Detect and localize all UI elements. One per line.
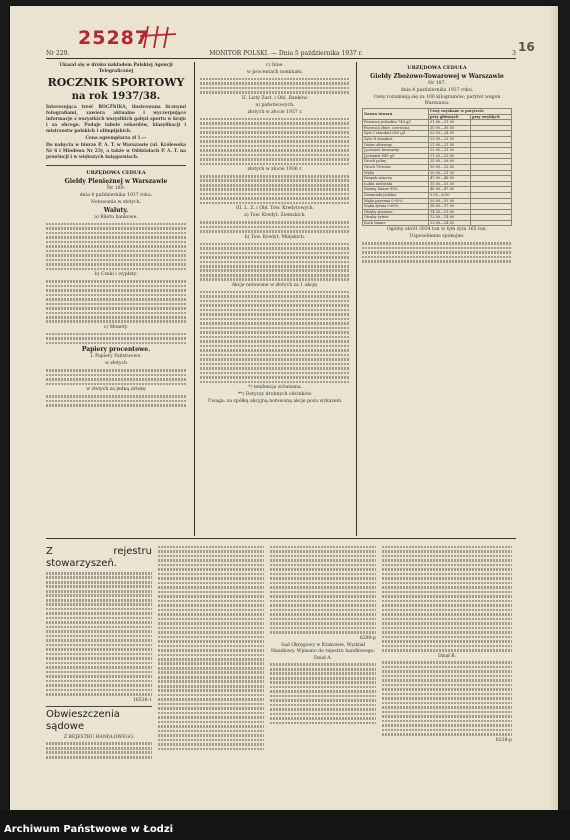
rocznik-distribution: Do nabycia w biurze P. A. T. w Warszawie (ul. Królewska Nr 6 i Miodowa Nr 23), a także w Oddziałach P. A. T. na prowincji i w większych księgarniach. [46, 143, 186, 160]
col-a: przy głównych [428, 114, 470, 120]
gielda-sub6: w złotych [104, 361, 128, 367]
mid-h8: a) Tow. Kredyt. Ziemskich. [244, 213, 306, 219]
bottom-col-2 [158, 544, 264, 752]
gielda-title2: Giełdy Pieniężnej w Warszawie [64, 178, 168, 185]
col-name: Nazwa towaru [363, 109, 429, 120]
rocznik-body: Interesująca treść ROCZNIKA, ilustrowana licznymi fotografiami, zawiera aktualne i wyczerpujące informacje z wszystkich wszystkich gałęzi sportu w kraju i za obcego. Podaje tabele rekordów, klasyfikacji i mistrzostw polskich i olimpijskich. [46, 105, 186, 134]
issue-number: Nr 229. [46, 50, 70, 57]
col-b: przy zwykłych [471, 114, 512, 120]
svg-text:25287: 25287 [78, 27, 150, 49]
mid-h2: w procentach nominału. [246, 70, 304, 75]
column-rule-2 [356, 62, 357, 536]
page-edge [548, 6, 558, 810]
commodity-name: Groch Victoria [363, 164, 429, 170]
towary-note: Ceny rozumieją się za 100 kilogramów; parytet wagon Warszawa. [373, 95, 501, 106]
commodity-name: Łubin niebieski [363, 181, 429, 187]
price-main: 30.00—32.00 [428, 164, 470, 170]
commodity-name: Pszenica jednolita 748 g/l [363, 120, 429, 126]
right-column [362, 64, 512, 265]
mid-h6: złotych w złocie 1936 r. [247, 167, 303, 173]
mid-h1: c) Inne. [266, 63, 284, 68]
gielda-date: dnia 4 października 1937 roku. [79, 193, 153, 198]
gielda-sub5: I. Papiery Państwowe. [90, 354, 142, 360]
col-group: Ceny uzyskane w parytecie [428, 109, 511, 115]
towary-title1: URZĘDOWA CEDUŁA [407, 65, 467, 71]
price-main: 20.50—21.50 [428, 170, 470, 176]
mid-h7: III. L. Z. i Obl. Tow. Kredytowych. [235, 206, 315, 212]
divider [46, 706, 152, 707]
price-main: 30.00—30.50 [428, 125, 470, 131]
commodity-name: Mąka żytnia 0-65% [363, 204, 429, 210]
price-main: 47.00—48.00 [428, 176, 470, 182]
commodity-name: Wyka [363, 170, 429, 176]
commodity-name: Żyto I standart 693 g/l [363, 131, 429, 137]
commodity-name: Mąka pszenna 0-50% [363, 198, 429, 204]
mid-page-rule [46, 538, 516, 539]
price-main: 50.00—55.00 [428, 198, 470, 204]
commodity-name: Siemię lniane 90% [363, 187, 429, 193]
rocznik-price: Cena egzemplarza zł 1.— [85, 136, 147, 141]
ref-3: 6238-p [495, 737, 512, 743]
gielda-note: Notowania w złotych. [90, 200, 142, 205]
ref-1: 16538-1 [132, 697, 152, 703]
mid-h10: Akcje notowane w złotych za 1 akcję. [231, 282, 319, 288]
commodity-name: Otręby pszenne [363, 209, 429, 215]
towary-title2: Giełdy Zbożowo-Towarowej w Warszawie [370, 73, 504, 80]
towary-total: Ogólny obrót 3054 ton w tym żyta 165 ton. [386, 227, 488, 233]
price-main: 15.00—15.50 [428, 181, 470, 187]
rejestr-stowarzyszen-heading: Z rejestru stowarzyszeń. [46, 546, 152, 569]
commodity-name: Groch polny [363, 159, 429, 165]
divider [46, 165, 186, 166]
commodity-name: Kuch lniane [363, 220, 429, 226]
gielda-nr: Nr 189. [107, 186, 125, 191]
rocznik-intro: Ukazał się w druku nakładem Polskiej Agencji Telegraficznej [59, 63, 173, 74]
towary-date: dnia 4 października 1937 roku. [400, 88, 474, 93]
ref-2: 6290-p [359, 635, 376, 641]
towary-table [362, 108, 512, 226]
handwritten-signature [78, 24, 188, 55]
handwritten-page-number: 16 [518, 40, 535, 54]
archive-label: Archiwum Państwowe w Łodzi [4, 824, 174, 835]
price-main: 21.00—21.50 [428, 142, 470, 148]
gielda-title1: URZĘDOWA CEDUŁA [86, 170, 146, 176]
gielda-sub4: Papiery procentowe. [81, 346, 151, 354]
middle-column [200, 62, 350, 406]
obwieszczenia-heading: Obwieszczenia sądowe [46, 708, 120, 732]
archive-footer [0, 810, 570, 840]
left-column [46, 62, 186, 408]
price-main: 5.50—6.00 [428, 192, 470, 198]
price-main: 31.00—31.50 [428, 120, 470, 126]
gielda-sub1: a) Biletu bankowe. [94, 215, 138, 220]
header-rule [46, 58, 516, 59]
bottom-col-4 [382, 544, 512, 745]
commodity-name: Owies zbierany [363, 142, 429, 148]
commodity-name: Jęczmień 649 g/l [363, 153, 429, 159]
commodity-name: Żyto II standart [363, 136, 429, 142]
rocznik-year: na rok 1937/38. [71, 91, 161, 102]
mid-h3: II. Listy Zast. i Obl. Banków. [242, 95, 308, 101]
bottom-col-3 [270, 544, 376, 726]
commodity-name: Jęczmień browarny [363, 148, 429, 154]
masthead: MONITOR POLSKI. — Dnia 5 października 1937 r. [209, 50, 363, 57]
gielda-sub2: b) Czeki i wypłaty. [94, 272, 138, 278]
towary-tendency: Usposobienie spokojne. [409, 234, 465, 240]
gielda-waluty: Waluty. [103, 207, 129, 214]
table-row [363, 220, 512, 226]
rejestr-handlowy-heading: Z REJESTRU HANDLOWEGO. [63, 734, 135, 740]
page-number: 3 [512, 50, 516, 57]
mid-h5: złotych w złocie 1937 r. [247, 109, 303, 115]
mid-note1: *) tendencja zrównana. [247, 384, 303, 390]
rocznik-title: ROCZNIK SPORTOWY [47, 76, 185, 89]
price-main: 22.00—22.50 [428, 148, 470, 154]
price-main: 25.00—26.00 [428, 159, 470, 165]
sad-okregowy-krakow: Sąd Okręgowy w Krakowie, Wydział Handlowy. Wpisano do rejestru handlowego: [271, 642, 375, 654]
signature-mark [78, 24, 188, 50]
mid-note2: **) Dotyczy drobnych odcinków. [237, 391, 313, 397]
newspaper-page [10, 6, 558, 810]
price-main: 46.00—47.00 [428, 187, 470, 193]
commodity-name: Ziemniaki jadalne [363, 192, 429, 198]
mid-h9: b) Tow. Kredyt. Miejskich. [244, 234, 306, 240]
dzial-a: Dział A. [313, 655, 333, 661]
price-main: 23.00—24.00 [428, 220, 470, 226]
commodity-name: Rzepak zimowy [363, 176, 429, 182]
column-rule-1 [194, 62, 195, 536]
price-main: 13.50—14.00 [428, 215, 470, 221]
mid-h4: a) państwowych. [255, 102, 295, 108]
gielda-sub3: c) Monety. [103, 324, 129, 330]
bottom-col-1 [46, 544, 152, 760]
price-other [471, 220, 512, 226]
dzial-b: Dział B. [437, 653, 457, 659]
price-main: 36.00—37.00 [428, 204, 470, 210]
towary-nr: Nr 187. [428, 81, 446, 86]
commodity-name: Otręby żytnie [363, 215, 429, 221]
price-main: 14.50—15.00 [428, 209, 470, 215]
price-main: 21.50—22.00 [428, 153, 470, 159]
price-main: 23.00—23.50 [428, 136, 470, 142]
commodity-name: Pszenica zbier. czerwona [363, 125, 429, 131]
gielda-sub7: w złotych za jedną sztukę [86, 387, 146, 393]
mid-note3: Uwaga: za spółkę akcyjną notowaną akcje poza wykazem. [207, 398, 343, 404]
price-main: 23.50—24.00 [428, 131, 470, 137]
